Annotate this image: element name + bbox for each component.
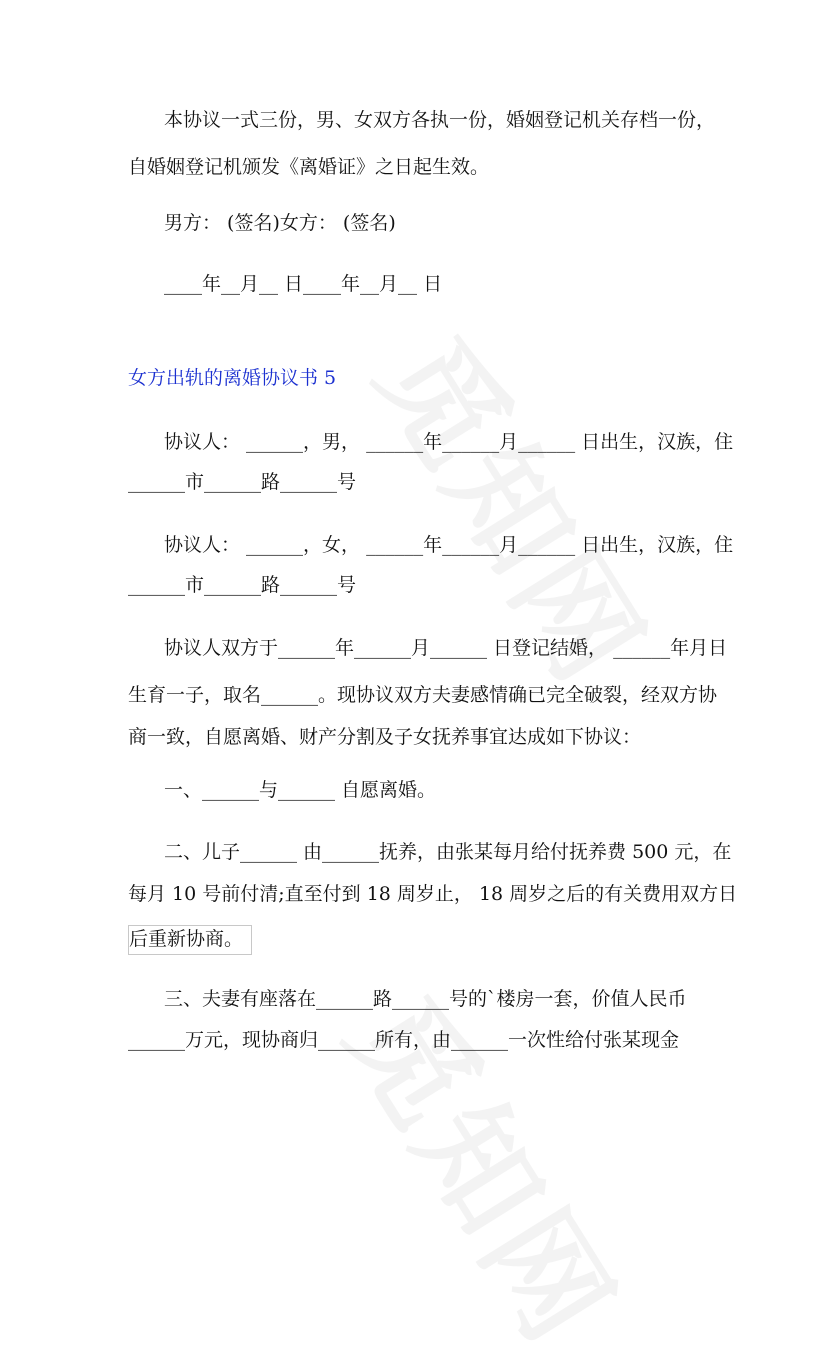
clause-2-line-1: 二、儿子______ 由______抚养，由张某每月给付抚养费 500 元，在 — [164, 841, 732, 863]
watermark-bottom — [316, 960, 662, 1372]
intro-line-3: 商一致，自愿离婚、财产分割及子女抚养事宜达成如下协议： — [128, 726, 642, 748]
clause-1: 一、______与______ 自愿离婚。 — [164, 779, 437, 801]
signature-line: 男方： (签名)女方： (签名) — [164, 212, 396, 234]
clause-3-line-2: ______万元，现协商归______所有，由______一次性给付张某现金 — [128, 1029, 680, 1051]
party-1-line-2: ______市______路______号 — [128, 471, 357, 493]
clause-2-line-3-wrapper — [128, 925, 252, 955]
party-2-line-1: 协议人： ______，女， ______年______月______ 日出生，汉族，住 — [164, 534, 734, 556]
section-heading: 女方出轨的离婚协议书 5 — [128, 367, 337, 389]
party-2-line-2: ______市______路______号 — [128, 574, 357, 596]
agreement-copies-line-2: 自婚姻登记机颁发《离婚证》之日起生效。 — [128, 156, 490, 178]
intro-line-2: 生育一子，取名______。现协议双方夫妻感情确已完全破裂，经双方协 — [128, 684, 718, 706]
clause-2-line-3: 后重新协商。 — [128, 925, 252, 955]
agreement-copies-line-1: 本协议一式三份，男、女双方各执一份，婚姻登记机关存档一份， — [164, 109, 716, 131]
party-1-line-1: 协议人： ______，男， ______年______月______ 日出生，汉族，住 — [164, 431, 734, 453]
clause-2-line-2: 每月 10 号前付清;直至付到 18 周岁止， 18 周岁之后的有关费用双方日 — [128, 883, 738, 905]
clause-3-line-1: 三、夫妻有座落在______路______号的`楼房一套，价值人民币 — [164, 988, 687, 1010]
intro-line-1: 协议人双方于______年______月______ 日登记结婚， ______年月日 — [164, 637, 728, 659]
date-line: ____年__月__ 日____年__月__ 日 — [164, 273, 443, 295]
